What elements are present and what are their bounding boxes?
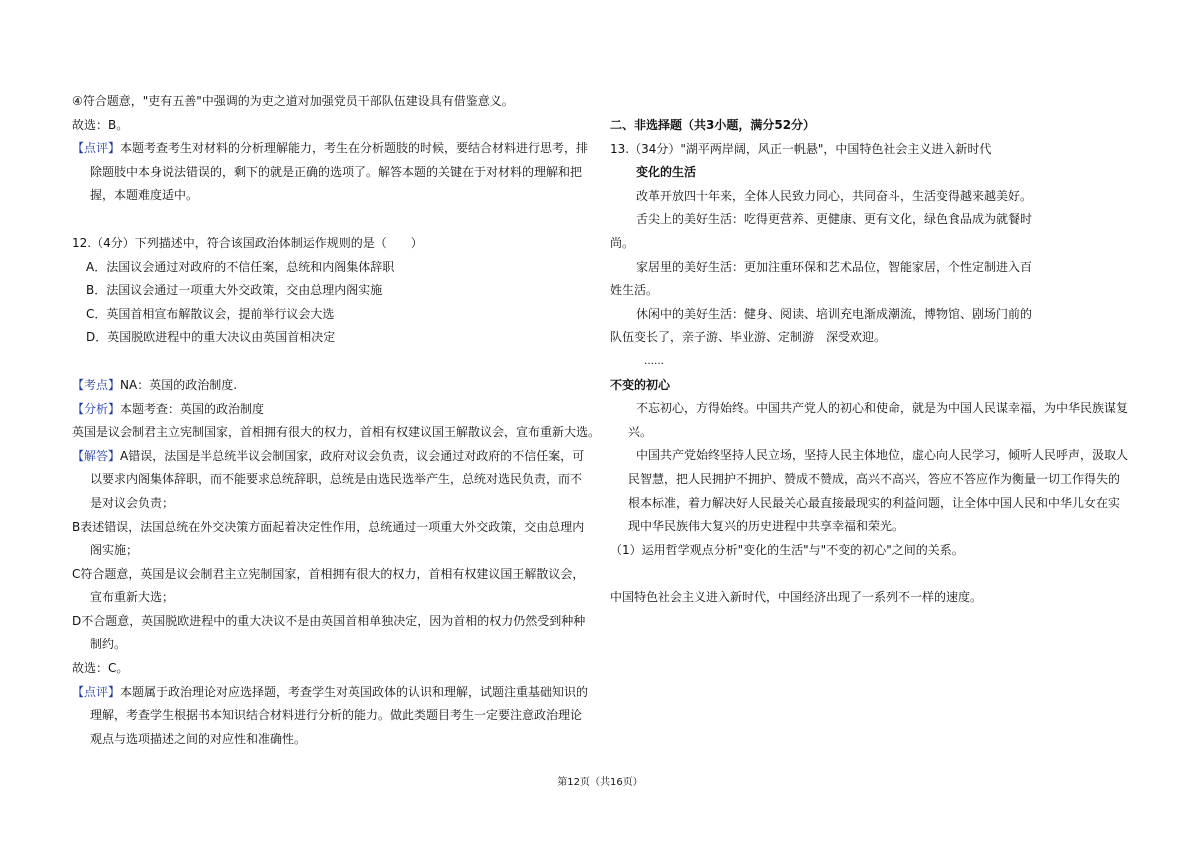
material-line: 尚。 <box>610 235 635 250</box>
material-heading-2: 不变的初心 <box>610 377 671 392</box>
material-line: 现中华民族伟大复兴的历史进程中共享幸福和荣光。 <box>628 519 905 534</box>
right-column <box>610 114 1132 610</box>
material-line: 休闲中的美好生活：健身、阅读、培训充电渐成潮流，博物馆、剧场门前的 <box>636 306 1033 321</box>
material-line: 民智慧，把人民拥护不拥护、赞成不赞成，高兴不高兴，答应不答应作为衡量一切工作得失的 <box>628 471 1121 486</box>
option-c: C．英国首相宣布解散议会，提前举行议会大选 <box>86 306 335 321</box>
fenxi-tag: 【分析】 <box>72 401 121 416</box>
option-b: B．法国议会通过一项重大外交政策，交由总理内阁实施 <box>86 283 383 298</box>
material-line: 家居里的美好生活：更加注重环保和艺术品位，智能家居，个性定制进入百 <box>636 259 1033 274</box>
material-line: 改革开放四十年来，全体人民致力同心，共同奋斗，生活变得越来越美好。 <box>636 188 1033 203</box>
section-heading: 二、非选择题（共3小题，满分52分） <box>610 118 816 132</box>
question-12-stem: 12.（4分）下列描述中，符合该国政治体制运作规则的是（ ） <box>72 235 423 250</box>
material-line: 队伍变长了，亲子游、毕业游、定制游 深受欢迎。 <box>610 330 887 345</box>
answer-choice: 故选：C。 <box>72 661 129 676</box>
kaodian-line: 【考点】NA：英国的政治制度. <box>72 377 238 392</box>
comment-tag: 【点评】 <box>72 141 121 156</box>
material-line: 兴。 <box>628 424 653 439</box>
material-line: 不忘初心，方得始终。中国共产党人的初心和使命，就是为中国人民谋幸福，为中华民族谋复 <box>636 401 1129 416</box>
jieda-d: D不合题意，英国脱欧进程中的重大决议不是由英国首相单独决定，因为首相的权力仍然受到种种 <box>72 613 586 628</box>
jieda-c: C符合题意，英国是议会制君主立宪制国家，首相拥有很大的权力，首相有权建议国王解散议会， <box>72 566 585 581</box>
jieda-b: B表述错误，法国总统在外交决策方面起着决定性作用，总统通过一项重大外交政策，交由总理内 <box>72 519 585 534</box>
jieda-b: 阁实施； <box>90 543 139 558</box>
option-a: A．法国议会通过对政府的不信任案，总统和内阁集体辞职 <box>86 259 395 274</box>
comment-line: 观点与选项描述之间的对应性和准确性。 <box>90 731 307 746</box>
jieda-tag: 【解答】 <box>72 448 121 463</box>
fenxi-line: 【分析】本题考查：英国的政治制度 <box>72 401 265 416</box>
material-line: 中国共产党始终坚持人民立场，坚持人民主体地位，虚心向人民学习，倾听人民呼声，汲取人 <box>636 448 1129 463</box>
material-line: 姓生活。 <box>610 283 659 298</box>
comment-line: 【点评】本题属于政治理论对应选择题，考查学生对英国政体的认识和理解，试题注重基础知识的 <box>72 684 589 699</box>
answer-line: ④符合题意，"吏有五善"中强调的为吏之道对加强党员干部队伍建设具有借鉴意义。 <box>72 94 514 108</box>
jieda-d: 制约。 <box>90 637 127 652</box>
material-heading-1: 变化的生活 <box>636 165 697 180</box>
material-line: 中国特色社会主义进入新时代，中国经济出现了一系列不一样的速度。 <box>610 590 983 605</box>
fenxi-detail: 英国是议会制君主立宪制国家，首相拥有很大的权力，首相有权建议国王解散议会，宣布重新大选。 <box>72 425 601 440</box>
material-line: 根本标准，着力解决好人民最关心最直接最现实的利益问题，让全体中国人民和中华儿女在实 <box>628 495 1121 510</box>
comment-line: 理解，考查学生根据书本知识结合材料进行分析的能力。做此类题目考生一定要注意政治理论 <box>90 708 583 723</box>
ellipsis: …… <box>644 355 664 367</box>
jieda-c: 宣布重新大选； <box>90 590 175 605</box>
kaodian-tag: 【考点】 <box>72 377 121 392</box>
option-d: D．英国脱欧进程中的重大决议由英国首相决定 <box>86 330 336 345</box>
comment-line: 除题肢中本身说法错误的，剩下的就是正确的选项了。解答本题的关键在于对材料的理解和把 <box>90 164 583 179</box>
jieda-line: 以要求内阁集体辞职，而不能要求总统辞职，总统是由选民选举产生，总统对选民负责，而不 <box>90 472 583 487</box>
answer-choice: 故选：B。 <box>72 117 129 132</box>
page-footer: 第12页（共16页） <box>557 777 643 788</box>
question-13-stem: 13.（34分）"湖平两岸阔，风正一帆悬"，中国特色社会主义进入新时代 <box>610 141 992 156</box>
jieda-line: 【解答】A错误，法国是半总统半议会制国家，政府对议会负责，议会通过对政府的不信任案，可 <box>72 448 585 463</box>
material-line: 舌尖上的美好生活：吃得更营养、更健康、更有文化，绿色食品成为就餐时 <box>636 212 1033 227</box>
jieda-line: 是对议会负责； <box>90 495 175 510</box>
comment-tag: 【点评】 <box>72 684 121 699</box>
left-column <box>72 90 601 751</box>
comment-line: 握，本题难度适中。 <box>90 188 199 203</box>
comment-line: 【点评】本题考查考生对材料的分析理解能力，考生在分析题肢的时候，要结合材料进行思考，排 <box>72 141 589 156</box>
sub-question-1: （1）运用哲学观点分析"变化的生活"与"不变的初心"之间的关系。 <box>610 542 964 557</box>
